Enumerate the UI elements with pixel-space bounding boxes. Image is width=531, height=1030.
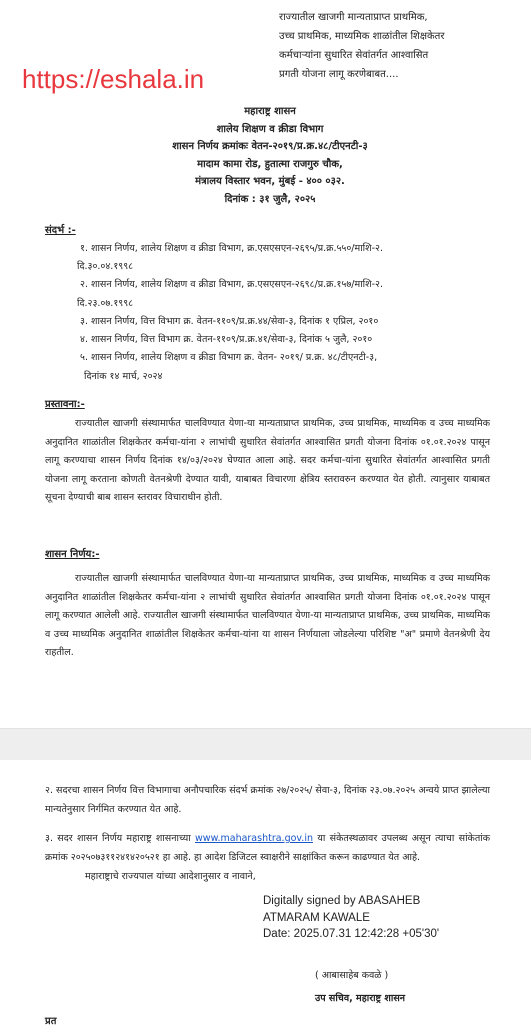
- reference-item: दिनांक १४ मार्च, २०२४: [84, 370, 163, 382]
- references-title: संदर्भ :-: [45, 225, 76, 236]
- website-watermark: https://eshala.in: [22, 64, 205, 94]
- subject-line: उच्च प्राथमिक, माध्यमिक शाळांतील शिक्षकेतर: [279, 31, 445, 42]
- reference-item: दि.३०.०४.१९९८: [77, 261, 134, 273]
- signatory-designation: उप सचिव, महाराष्ट्र शासन: [315, 993, 406, 1004]
- copy-to-heading: प्रत: [45, 1016, 57, 1027]
- clause-3-rest: या संकेतस्थळावर उपलब्ध असून त्याचा सांकेतांक क्रमांक २०२५०७३११२४१४२०५२१ हा आहे. हा आदेश डिजिटल स्वाक्षरीने साक्षांकित करून काढण्यात येत आहे.: [45, 833, 490, 863]
- reference-item: दि.२३.०७.१९९८: [77, 297, 134, 309]
- reference-item: ५. शासन निर्णय, शालेय शिक्षण व क्रीडा विभाग क्र. वेतन- २०१९/ प्र.क्र. ४८/टीएनटी-३,: [80, 352, 378, 364]
- preamble-title: प्रस्तावना:-: [45, 399, 85, 410]
- department-name: शालेय शिक्षण व क्रीडा विभाग: [216, 123, 324, 135]
- reference-item: २. शासन निर्णय, शालेय शिक्षण व क्रीडा विभाग, क्र.एसएसएन-२६९८/प्र.क्र.१५७/माशि-२.: [80, 279, 383, 291]
- order-line: महाराष्ट्राचे राज्यपाल यांच्या आदेशानुसार व नावाने,: [85, 871, 256, 882]
- preamble-text: राज्यातील खाजगी संस्थामार्फत चालविण्यात येणा-या मान्यताप्राप्त प्राथमिक, उच्च प्राथमिक, माध्यमिक व उच्च माध्यमिक अनुदानित शाळांतील शिक्षकेतर कर्मचा-यांना २ लाभांची सुधारित सेवांतर्गत आश्वासित प्रगती योजना दिनांक ०१.०१.२०२४ पासून लागू करण्याचा शासन निर्णय दिनांक १४/०३/२०२४ घेण्यात आला आहे. सदर कर्मचा-यांना सुधारित सेवांतर्गत आश्वासित प्रगती योजना लागू करताना कोणती वेतनश्रेणी देण्यात यावी, याबाबत विचारणा क्षेत्रिय स्तरावरुन करण्यात येत होती. त्यानुसार याबाबत सूचना देण्याची बाब शासन स्तरावर विचाराधीन होती.: [45, 418, 490, 504]
- subject-line: प्रगती योजना लागू करणेबाबत....: [279, 69, 399, 80]
- gr-number: शासन निर्णय क्रमांकः वेतन-२०१९/प्र.क्र.४८/टीएनटी-३: [172, 141, 368, 152]
- digital-signature: [263, 893, 439, 943]
- reference-item: १. शासन निर्णय, शालेय शिक्षण व क्रीडा विभाग, क्र.एसएसएन-२६९५/प्र.क्र.५५०/माशि-२.: [80, 243, 383, 254]
- subject-line: राज्यातील खाजगी मान्यताप्राप्त प्राथमिक,: [279, 12, 428, 23]
- subject-block: [279, 8, 514, 84]
- reference-item: ३. शासन निर्णय, वित्त विभाग क्र. वेतन-११०९/प्र.क्र.४४/सेवा-३, दिनांक १ एप्रिल, २०१०: [80, 315, 379, 327]
- references-list: [77, 240, 500, 386]
- signatory-name: ( आबासाहेब कवळे ): [315, 970, 389, 981]
- page-break: [0, 728, 531, 762]
- decision-text: राज्यातील खाजगी संस्थामार्फत चालविण्यात येणा-या मान्यताप्राप्त प्राथमिक, उच्च प्राथमिक, माध्यमिक व उच्च माध्यमिक अनुदानित शाळांतील शिक्षकेतर कर्मचा-यांना २ लाभांची सुधारित सेवांतर्गत आश्वासित प्रगती योजना दिनांक ०१.०१.२०२४ पासून लागू करण्यात आलेली आहे. राज्यातील खाजगी संस्थामार्फत चालविण्यात येणा-या मान्यताप्राप्त प्राथमिक, उच्च प्राथमिक, माध्यमिक व उच्च माध्यमिक अनुदानित शाळांतील शिक्षकेतर कर्मचा-यांना या शासन निर्णयाला जोडलेल्या परिशिष्ट "अ" प्रमाणे वेतनश्रेणी देय राहतील.: [45, 573, 490, 659]
- website-link[interactable]: www.maharashtra.gov.in: [195, 833, 313, 844]
- clause-2-text: २. सदरचा शासन निर्णय वित्त विभागाचा अनौपचारिक संदर्भ क्रमांक २७/२०२५/ सेवा-३, दिनांक २३.०७.२०२५ अन्वये प्राप्त झालेल्या मान्यतेनुसार निर्गमित करण्यात येत आहे.: [45, 785, 490, 815]
- subject-line: कर्मचाऱ्यांना सुधारित सेवांतर्गत आश्वासित: [279, 50, 429, 61]
- reference-item: ४. शासन निर्णय, वित्त विभाग क्र. वेतन-११०९/प्र.क्र.४१/सेवा-३, दिनांक ५ जुलै, २०१०: [80, 334, 373, 346]
- signature-line: ATMARAM KAWALE: [263, 911, 370, 924]
- document-header: [120, 103, 420, 208]
- address-line-1: मादाम कामा रोड, हुतात्मा राजगुरु चौक,: [197, 158, 343, 170]
- address-line-2: मंत्रालय विस्तार भवन, मुंबई - ४०० ०३२.: [195, 176, 345, 187]
- signature-date: Date: 2025.07.31 12:42:28 +05'30': [263, 928, 440, 941]
- decision-title: शासन निर्णय:-: [45, 549, 100, 560]
- clause-3-lead: ३. सदर शासन निर्णय महाराष्ट्र शासनाच्या: [45, 833, 196, 844]
- govt-name: महाराष्ट्र शासन: [244, 106, 296, 117]
- clause-3-text: [45, 830, 490, 867]
- document-date: दिनांक : ३१ जुलै, २०२५: [224, 193, 316, 205]
- signature-line: Digitally signed by ABASAHEB: [263, 895, 421, 907]
